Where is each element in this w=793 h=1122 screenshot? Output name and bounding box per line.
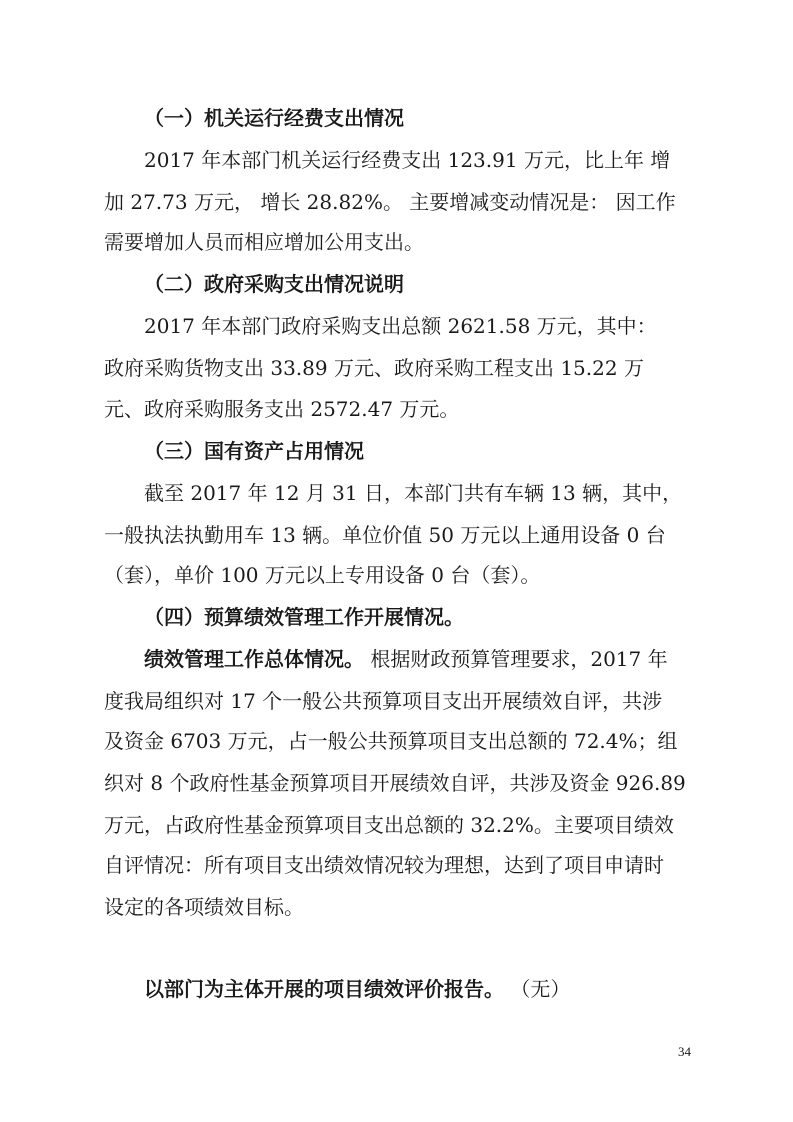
paragraph-line: 设定的各项绩效目标。 (104, 895, 304, 919)
heading-state-assets: （三）国有资产占用情况 (144, 439, 364, 463)
paragraph-line-lead (144, 646, 668, 672)
paragraph-line: 政府采购货物支出 33.89 万元、政府采购工程支出 15.22 万 (104, 356, 644, 380)
paragraph-line: 2017 年本部门政府采购支出总额 2621.58 万元，其中： (144, 314, 657, 338)
heading-project-evaluation-report (144, 976, 570, 1002)
page-number: 34 (678, 1044, 691, 1059)
paragraph-line: 自评情况：所有项目支出绩效情况较为理想，达到了项目申请时 (104, 853, 664, 877)
paragraph-line: 2017 年本部门机关运行经费支出 123.91 万元，比上年 增 (144, 148, 671, 172)
paragraph-line: 一般执法执勤用车 13 辆。单位价值 50 万元以上通用设备 0 台 (104, 523, 666, 547)
paragraph-line: 万元，占政府性基金预算项目支出总额的 32.2%。主要项目绩效 (104, 813, 674, 837)
heading-government-procurement: （二）政府采购支出情况说明 (144, 272, 404, 296)
paragraph-line: 及资金 6703 万元，占一般公共预算项目支出总额的 72.4%；组 (104, 729, 678, 753)
paragraph-line: 截至 2017 年 12 月 31 日，本部门共有车辆 13 辆，其中， (144, 481, 683, 505)
paragraph-line: 元、政府采购服务支出 2572.47 万元。 (104, 397, 460, 421)
paragraph-line: （套），单价 100 万元以上专用设备 0 台（套）。 (104, 563, 541, 587)
report-heading-note: （无） (504, 977, 571, 1001)
paragraph-line: 需要增加人员而相应增加公用支出。 (104, 230, 424, 254)
lead-rest-text: 根据财政预算管理要求，2017 年 (364, 647, 668, 671)
paragraph-line: 加 27.73 万元， 增长 28.82%。 主要增减变动情况是： 因工作 (104, 190, 676, 214)
heading-performance-management: （四）预算绩效管理工作开展情况。 (144, 605, 464, 629)
heading-operating-expenses: （一）机关运行经费支出情况 (144, 106, 404, 130)
lead-bold-text: 绩效管理工作总体情况。 (144, 647, 364, 671)
report-heading-bold: 以部门为主体开展的项目绩效评价报告。 (144, 977, 504, 1001)
paragraph-line: 度我局组织对 17 个一般公共预算项目支出开展绩效自评，共涉 (104, 689, 663, 713)
paragraph-line: 织对 8 个政府性基金预算项目开展绩效自评，共涉及资金 926.89 (104, 771, 686, 795)
